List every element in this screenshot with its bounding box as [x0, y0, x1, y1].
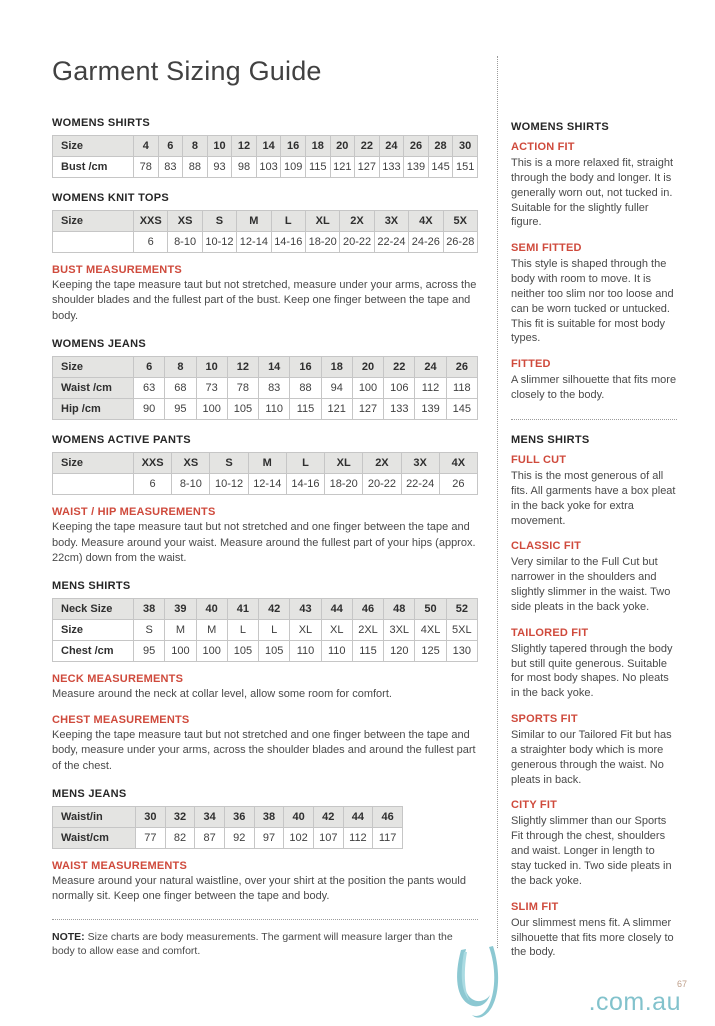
table-cell: 18-20 [305, 232, 339, 253]
table-cell: 88 [183, 157, 208, 178]
table-header-cell: 12 [227, 357, 258, 378]
table-header-cell: 4X [409, 211, 443, 232]
table-header-cell: 22 [384, 357, 415, 378]
table-cell: 2XL [352, 620, 383, 641]
table-cell: Waist /cm [53, 378, 134, 399]
table-header-cell: 30 [136, 806, 166, 827]
table-header-cell: 14 [256, 136, 281, 157]
table-header-cell: 14 [259, 357, 290, 378]
note-text: Size charts are body measurements. The garment will measure larger than the body to allow ease and comfort. [52, 930, 453, 958]
table-header-cell: 2X [340, 211, 374, 232]
table-header-cell: 44 [343, 806, 373, 827]
table-cell: 125 [415, 641, 446, 662]
table-cell: 8-10 [172, 474, 210, 495]
table-cell: 97 [254, 827, 284, 848]
table-header-cell: 38 [134, 599, 165, 620]
table-cell: 10-12 [202, 232, 236, 253]
table-cell: 130 [446, 641, 477, 662]
table-cell: 4XL [415, 620, 446, 641]
fits-column [511, 121, 677, 972]
table-row [53, 378, 478, 399]
table-header-cell: 20 [352, 357, 383, 378]
fit-action-fit [511, 141, 677, 230]
table-header-cell: XL [325, 453, 363, 474]
table-cell: 127 [352, 399, 383, 420]
table-header-cell: 6 [134, 357, 165, 378]
section-heading-mens-shirts: MENS SHIRTS [52, 580, 131, 593]
note [52, 930, 478, 959]
table-cell: M [165, 620, 196, 641]
table-header-cell: 18 [321, 357, 352, 378]
section-heading-mens-jeans: MENS JEANS [52, 787, 127, 800]
table-cell: 100 [196, 641, 227, 662]
table-cell: M [196, 620, 227, 641]
mens-shirts-table [52, 598, 478, 662]
table-header-cell: 10 [207, 136, 232, 157]
table-header-cell: XS [168, 211, 202, 232]
table-cell: 127 [355, 157, 380, 178]
page-title: Garment Sizing Guide [52, 56, 322, 86]
fits-heading-womens-shirts: WOMENS SHIRTS [511, 121, 610, 133]
table-header-cell: XXS [134, 211, 168, 232]
table-header-cell: 43 [290, 599, 321, 620]
table-cell: 112 [415, 378, 446, 399]
fit-description: Our slimmest mens fit. A slimmer silhouette that fits more closely to the body. [511, 916, 674, 959]
table-cell: 112 [343, 827, 373, 848]
table-row [53, 620, 478, 641]
fit-fitted [511, 358, 677, 403]
table-cell: L [259, 620, 290, 641]
table-cell: Waist/cm [53, 827, 136, 848]
table-header-cell: Size [53, 136, 134, 157]
table-cell: 22-24 [401, 474, 439, 495]
table-header-cell: 32 [165, 806, 195, 827]
column-divider [497, 56, 498, 948]
table-cell: 115 [290, 399, 321, 420]
table-cell: 83 [259, 378, 290, 399]
mens-jeans-table [52, 806, 403, 849]
table-header-cell: XXS [134, 453, 172, 474]
table-cell: 5XL [446, 620, 477, 641]
table-header-cell: 3X [374, 211, 408, 232]
table-cell: 6 [134, 232, 168, 253]
section-heading-womens-knit-tops: WOMENS KNIT TOPS [52, 192, 170, 204]
table-header-cell: 40 [196, 599, 227, 620]
fit-name: ACTION FIT [511, 141, 575, 153]
table-header-row [53, 211, 478, 232]
fit-sports-fit [511, 713, 677, 787]
neck-measurements-heading: NECK MEASUREMENTS [52, 673, 184, 686]
table-header-cell: 24 [379, 136, 404, 157]
table-cell: 78 [134, 157, 159, 178]
table-header-cell: 46 [352, 599, 383, 620]
table-header-cell: 22 [355, 136, 380, 157]
fit-name: TAILORED FIT [511, 626, 589, 639]
fit-description: A slimmer silhouette that fits more closely to the body. [511, 374, 677, 402]
table-cell: 20-22 [340, 232, 374, 253]
table-header-cell: Size [53, 453, 134, 474]
table-cell: 26 [439, 474, 477, 495]
brand-logo-icon [449, 944, 511, 1024]
table-cell: 139 [415, 399, 446, 420]
table-cell: Hip /cm [53, 399, 134, 420]
table-cell: 133 [379, 157, 404, 178]
table-cell: 24-26 [409, 232, 443, 253]
section-heading-womens-active-pants: WOMENS ACTIVE PANTS [52, 434, 191, 447]
table-header-cell: 4X [439, 453, 477, 474]
waist-hip-measurements-text: Keeping the tape measure taut but not stretched and one finger between the tape and body. Measure around your waist. Measure around the fullest part of your hips (approx. 22cm) down from the waist. [52, 521, 476, 564]
table-cell: 12-14 [248, 474, 286, 495]
table-cell: 22-24 [374, 232, 408, 253]
womens-shirts-table [52, 135, 478, 178]
site-url [588, 979, 687, 1017]
site-url-text: .com.au [588, 988, 681, 1016]
table-cell: 92 [224, 827, 254, 848]
fit-city-fit [511, 799, 677, 888]
table-header-cell: 39 [165, 599, 196, 620]
table-cell: 8-10 [168, 232, 202, 253]
table-header-cell: 41 [227, 599, 258, 620]
table-header-cell: 34 [195, 806, 225, 827]
table-header-cell: XL [305, 211, 339, 232]
table-header-cell: 8 [183, 136, 208, 157]
table-cell: 3XL [384, 620, 415, 641]
table-cell: 87 [195, 827, 225, 848]
table-cell: XL [290, 620, 321, 641]
table-header-cell: 42 [313, 806, 343, 827]
table-header-cell: 28 [428, 136, 453, 157]
table-cell: 14-16 [271, 232, 305, 253]
table-cell: 88 [290, 378, 321, 399]
table-cell [53, 474, 134, 495]
main-column [52, 56, 478, 959]
womens-knit-tops-table [52, 210, 478, 253]
table-cell: Size [53, 620, 134, 641]
bust-measurements-heading: BUST MEASUREMENTS [52, 264, 182, 276]
fit-classic-fit [511, 540, 677, 614]
fit-description: This is the most generous of all fits. All garments have a box pleat in the back yoke for extra movement. [511, 469, 676, 527]
table-cell: 100 [196, 399, 227, 420]
fit-description: Very similar to the Full Cut but narrower in the shoulders and slightly slimmer in the waist. Two side pleats in the back yoke. [511, 556, 671, 613]
table-cell: L [227, 620, 258, 641]
table-cell: 98 [232, 157, 257, 178]
table-cell: 121 [330, 157, 355, 178]
table-header-cell: S [210, 453, 248, 474]
table-cell: 93 [207, 157, 232, 178]
table-header-cell: M [237, 211, 271, 232]
table-row [53, 232, 478, 253]
fit-description: This is a more relaxed fit, straight through the body and longer. It is generally worn out, not tucked in. Suitable for the slightly fuller figure. [511, 157, 674, 229]
note-divider [52, 919, 478, 920]
table-header-cell: L [286, 453, 324, 474]
table-header-cell: Neck Size [53, 599, 134, 620]
table-header-cell: 16 [290, 357, 321, 378]
table-cell: 18-20 [325, 474, 363, 495]
table-header-cell: 30 [453, 136, 478, 157]
table-cell: 68 [165, 378, 196, 399]
fit-semi-fitted [511, 242, 677, 346]
table-header-row [53, 453, 478, 474]
fit-slim-fit [511, 901, 677, 961]
table-cell: 12-14 [237, 232, 271, 253]
waist-hip-measurements-heading: WAIST / HIP MEASUREMENTS [52, 506, 216, 519]
table-cell: 95 [134, 641, 165, 662]
table-header-cell: XS [172, 453, 210, 474]
table-cell: 90 [134, 399, 165, 420]
chest-measurements-heading: CHEST MEASUREMENTS [52, 713, 190, 726]
table-header-cell: 16 [281, 136, 306, 157]
chest-measurements-text: Keeping the tape measure taut but not stretched and one finger between the tape and body, measure under your arms, across the shoulder blades and around the fullest part of the chest. [52, 728, 476, 772]
table-cell: 77 [136, 827, 166, 848]
table-cell: 63 [134, 378, 165, 399]
table-cell: 10-12 [210, 474, 248, 495]
table-cell: 107 [313, 827, 343, 848]
table-header-cell: 24 [415, 357, 446, 378]
table-cell: 110 [290, 641, 321, 662]
table-cell: 120 [384, 641, 415, 662]
table-cell: 105 [227, 399, 258, 420]
table-header-cell: 48 [384, 599, 415, 620]
table-cell: 151 [453, 157, 478, 178]
table-header-cell: M [248, 453, 286, 474]
table-cell: 83 [158, 157, 183, 178]
table-header-cell: L [271, 211, 305, 232]
fits-heading-mens-shirts: MENS SHIRTS [511, 433, 590, 446]
table-row [53, 157, 478, 178]
table-header-cell: 36 [224, 806, 254, 827]
table-cell: 82 [165, 827, 195, 848]
table-cell: Bust /cm [53, 157, 134, 178]
fit-name: SPORTS FIT [511, 713, 578, 726]
table-header-cell: 6 [158, 136, 183, 157]
table-header-cell: 42 [259, 599, 290, 620]
table-cell: 118 [446, 378, 477, 399]
table-header-cell: 26 [404, 136, 429, 157]
table-cell: 94 [321, 378, 352, 399]
table-cell: 115 [305, 157, 330, 178]
page-number: 67 [676, 979, 687, 989]
table-header-cell: 2X [363, 453, 401, 474]
womens-active-pants-table [52, 452, 478, 495]
fit-name: SLIM FIT [511, 900, 559, 913]
table-cell: 110 [259, 399, 290, 420]
fit-name: CITY FIT [511, 799, 558, 812]
table-cell: 145 [428, 157, 453, 178]
table-row [53, 399, 478, 420]
table-header-cell: 38 [254, 806, 284, 827]
fit-tailored-fit [511, 627, 677, 701]
table-header-cell: 26 [446, 357, 477, 378]
fit-name: FITTED [511, 358, 551, 371]
table-cell: 102 [284, 827, 314, 848]
table-header-cell: 18 [305, 136, 330, 157]
table-cell: 117 [373, 827, 403, 848]
table-cell: 20-22 [363, 474, 401, 495]
table-cell: 95 [165, 399, 196, 420]
table-header-row [53, 806, 403, 827]
womens-jeans-table [52, 356, 478, 420]
fits-divider [511, 419, 677, 420]
section-heading-womens-shirts: WOMENS SHIRTS [52, 117, 151, 129]
fit-name: FULL CUT [511, 453, 567, 466]
table-header-cell: 52 [446, 599, 477, 620]
table-cell: 73 [196, 378, 227, 399]
note-label: NOTE: [52, 930, 85, 943]
table-header-row [53, 357, 478, 378]
table-cell: 110 [321, 641, 352, 662]
table-cell: Chest /cm [53, 641, 134, 662]
table-header-cell: 10 [196, 357, 227, 378]
table-cell: 106 [384, 378, 415, 399]
section-heading-womens-jeans: WOMENS JEANS [52, 338, 147, 351]
fit-description: Slightly tapered through the body but still quite generous. Suitable for most body shapes. No pleats in the back yoke. [511, 642, 673, 700]
table-cell: 6 [134, 474, 172, 495]
waist-measurements-heading: WAIST MEASUREMENTS [52, 859, 187, 872]
table-cell: 26-28 [443, 232, 477, 253]
table-row [53, 641, 478, 662]
table-header-cell: 44 [321, 599, 352, 620]
table-cell: 105 [227, 641, 258, 662]
table-cell: 100 [352, 378, 383, 399]
table-cell: 139 [404, 157, 429, 178]
table-header-cell: Size [53, 357, 134, 378]
table-cell: 14-16 [286, 474, 324, 495]
table-header-cell: 20 [330, 136, 355, 157]
table-header-cell: 4 [134, 136, 159, 157]
table-header-cell: Size [53, 211, 134, 232]
table-header-row [53, 136, 478, 157]
table-cell [53, 232, 134, 253]
table-header-cell: 50 [415, 599, 446, 620]
table-cell: XL [321, 620, 352, 641]
table-header-cell: 12 [232, 136, 257, 157]
table-header-row [53, 599, 478, 620]
table-cell: 100 [165, 641, 196, 662]
table-cell: 145 [446, 399, 477, 420]
waist-measurements-text: Measure around your natural waistline, over your shirt at the position the pants would normally sit. Keep one finger between the tape and body. [52, 874, 466, 903]
bust-measurements-text: Keeping the tape measure taut but not stretched, measure under your arms, across the shoulder blades and the fullest part of the bust. Keep one finger between the tape and body. [52, 279, 477, 322]
table-cell: 78 [227, 378, 258, 399]
neck-measurements-text: Measure around the neck at collar level, allow some room for comfort. [52, 688, 392, 701]
table-header-cell: Waist/in [53, 806, 136, 827]
fit-description: Similar to our Tailored Fit but has a straighter body which is more generous through the waist. No pleats in back. [511, 729, 672, 786]
table-row [53, 474, 478, 495]
fit-description: Slightly slimmer than our Sports Fit through the chest, shoulders and waist. Longer in length to stay tucked in. Two side pleats in the back yoke. [511, 815, 672, 887]
fit-name: SEMI FITTED [511, 242, 582, 255]
table-cell: S [134, 620, 165, 641]
table-header-cell: 3X [401, 453, 439, 474]
table-header-cell: 5X [443, 211, 477, 232]
table-header-cell: S [202, 211, 236, 232]
fit-name: CLASSIC FIT [511, 540, 582, 553]
table-cell: 103 [256, 157, 281, 178]
table-cell: 115 [352, 641, 383, 662]
table-row [53, 827, 403, 848]
table-cell: 105 [259, 641, 290, 662]
table-header-cell: 8 [165, 357, 196, 378]
table-cell: 121 [321, 399, 352, 420]
fit-full-cut [511, 454, 677, 528]
table-header-cell: 46 [373, 806, 403, 827]
table-cell: 133 [384, 399, 415, 420]
fit-description: This style is shaped through the body with room to move. It is neither too slim nor too loose and can be worn tucked or untucked. This fit is suitable for most body types. [511, 258, 674, 345]
table-header-cell: 40 [284, 806, 314, 827]
table-cell: 109 [281, 157, 306, 178]
